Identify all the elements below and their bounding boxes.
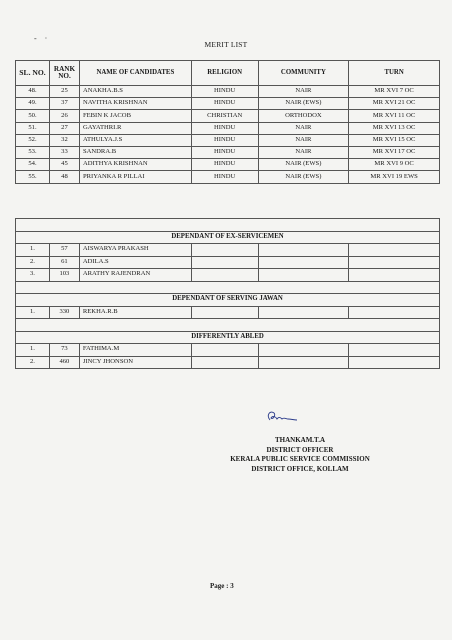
table-cell [258, 244, 349, 257]
table-cell: 57 [49, 244, 79, 257]
table-cell: HINDU [191, 86, 258, 98]
table-cell: NAVITHA KRISHNAN [79, 98, 191, 110]
table-cell: 50. [16, 110, 50, 122]
table-cell [349, 269, 440, 282]
table-cell: 49. [16, 98, 50, 110]
table-cell: MR XVI 9 OC [349, 159, 440, 171]
section-title-row [16, 331, 440, 344]
table-row [16, 122, 440, 134]
table-cell [258, 256, 349, 269]
table-cell: ORTHODOX [258, 110, 349, 122]
table-row [16, 146, 440, 158]
table-cell: 51. [16, 122, 50, 134]
table-cell: 1. [16, 344, 50, 357]
reservation-table [15, 218, 440, 369]
table-cell: HINDU [191, 146, 258, 158]
table-cell: NAIR [258, 146, 349, 158]
table-row [16, 344, 440, 357]
table-cell: MR XVI 11 OC [349, 110, 440, 122]
table-cell: 55. [16, 171, 50, 183]
table-cell [349, 344, 440, 357]
table-row [16, 306, 440, 319]
header-sl-no: SL. NO. [16, 61, 50, 86]
section-title: DEPENDANT OF EX-SERVICEMEN [16, 231, 440, 244]
table-cell [349, 356, 440, 369]
table-cell: ADITHYA KRISHNAN [79, 159, 191, 171]
table-cell: 26 [49, 110, 79, 122]
table-cell: 53. [16, 146, 50, 158]
table-cell: MR XVI 21 OC [349, 98, 440, 110]
table-cell: 48. [16, 86, 50, 98]
table-cell [191, 256, 258, 269]
table-row [16, 159, 440, 171]
section-spacer [16, 219, 440, 232]
table-cell: FEBIN K JACOB [79, 110, 191, 122]
table-cell [258, 356, 349, 369]
table-cell: GAYATHRI.R [79, 122, 191, 134]
table-cell: 330 [49, 306, 79, 319]
header-name: NAME OF CANDIDATES [79, 61, 191, 86]
table-row [16, 244, 440, 257]
officer-designation: DISTRICT OFFICER [266, 445, 334, 454]
table-cell: HINDU [191, 122, 258, 134]
table-cell: HINDU [191, 134, 258, 146]
table-cell: 1. [16, 306, 50, 319]
organisation-name: KERALA PUBLIC SERVICE COMMISSION [230, 455, 370, 464]
table-cell: HINDU [191, 98, 258, 110]
officer-block [170, 436, 430, 474]
table-cell: 37 [49, 98, 79, 110]
table-cell [258, 344, 349, 357]
office-name: DISTRICT OFFICE, KOLLAM [251, 464, 349, 473]
table-cell: NAIR [258, 122, 349, 134]
table-cell [258, 269, 349, 282]
table-cell: HINDU [191, 171, 258, 183]
signature-mark [264, 409, 298, 425]
table-cell: 1. [16, 244, 50, 257]
table-row [16, 171, 440, 183]
table-cell: MR XVI 13 OC [349, 122, 440, 134]
table-row [16, 98, 440, 110]
table-cell [191, 269, 258, 282]
table-cell: 2. [16, 256, 50, 269]
table-cell: 32 [49, 134, 79, 146]
table-cell [349, 256, 440, 269]
table-cell: SANDRA.B [79, 146, 191, 158]
table-cell [191, 344, 258, 357]
officer-name: THANKAM.T.A [274, 436, 326, 444]
table-cell: 33 [49, 146, 79, 158]
table-cell [258, 306, 349, 319]
table-cell: 45 [49, 159, 79, 171]
table-cell: NAIR (EWS) [258, 98, 349, 110]
table-cell: 61 [49, 256, 79, 269]
table-cell [191, 306, 258, 319]
table-cell: 460 [49, 356, 79, 369]
table-cell: 73 [49, 344, 79, 357]
table-cell: ARATHY RAJENDRAN [79, 269, 191, 282]
table-cell: NAIR (EWS) [258, 171, 349, 183]
table-cell: MR XVI 15 OC [349, 134, 440, 146]
table-cell: HINDU [191, 159, 258, 171]
section-spacer [16, 319, 440, 332]
table-row [16, 134, 440, 146]
page-number: Page : 3 [210, 582, 234, 590]
table-cell: 103 [49, 269, 79, 282]
table-cell [191, 356, 258, 369]
table-cell: NAIR (EWS) [258, 159, 349, 171]
merit-list-table [15, 60, 440, 184]
section-spacer [16, 281, 440, 294]
table-cell: MR XVI 19 EWS [349, 171, 440, 183]
table-header-row [16, 61, 440, 86]
table-row [16, 110, 440, 122]
section-title: DIFFERENTLY ABLED [16, 331, 440, 344]
section-title: DEPENDANT OF SERVING JAWAN [16, 294, 440, 307]
table-cell: NAIR [258, 86, 349, 98]
section-title-row [16, 231, 440, 244]
table-cell: MR XVI 7 OC [349, 86, 440, 98]
table-row [16, 86, 440, 98]
header-turn: TURN [349, 61, 440, 86]
table-cell [191, 244, 258, 257]
table-cell [349, 306, 440, 319]
table-cell: ANAKHA.B.S [79, 86, 191, 98]
table-cell: 52. [16, 134, 50, 146]
table-cell: ATHULYA.J.S [79, 134, 191, 146]
page-title: MERIT LIST [204, 40, 248, 49]
table-cell [349, 244, 440, 257]
table-cell: NAIR [258, 134, 349, 146]
section-title-row [16, 294, 440, 307]
table-cell: ADILA.S [79, 256, 191, 269]
table-cell: JINCY JHONSON [79, 356, 191, 369]
scan-marks: - · [34, 34, 51, 43]
table-cell: REKHA.R.B [79, 306, 191, 319]
table-row [16, 269, 440, 282]
header-rank-no: RANK NO. [49, 61, 79, 86]
table-cell: 2. [16, 356, 50, 369]
table-cell: PRIYANKA R PILLAI [79, 171, 191, 183]
table-cell: 25 [49, 86, 79, 98]
table-cell: CHRISTIAN [191, 110, 258, 122]
table-cell: 48 [49, 171, 79, 183]
header-community: COMMUNITY [258, 61, 349, 86]
table-cell: 54. [16, 159, 50, 171]
table-cell: MR XVI 17 OC [349, 146, 440, 158]
table-cell: FATHIMA.M [79, 344, 191, 357]
table-row [16, 256, 440, 269]
header-religion: RELIGION [191, 61, 258, 86]
table-cell: AISWARYA PRAKASH [79, 244, 191, 257]
table-row [16, 356, 440, 369]
table-cell: 27 [49, 122, 79, 134]
table-cell: 3. [16, 269, 50, 282]
